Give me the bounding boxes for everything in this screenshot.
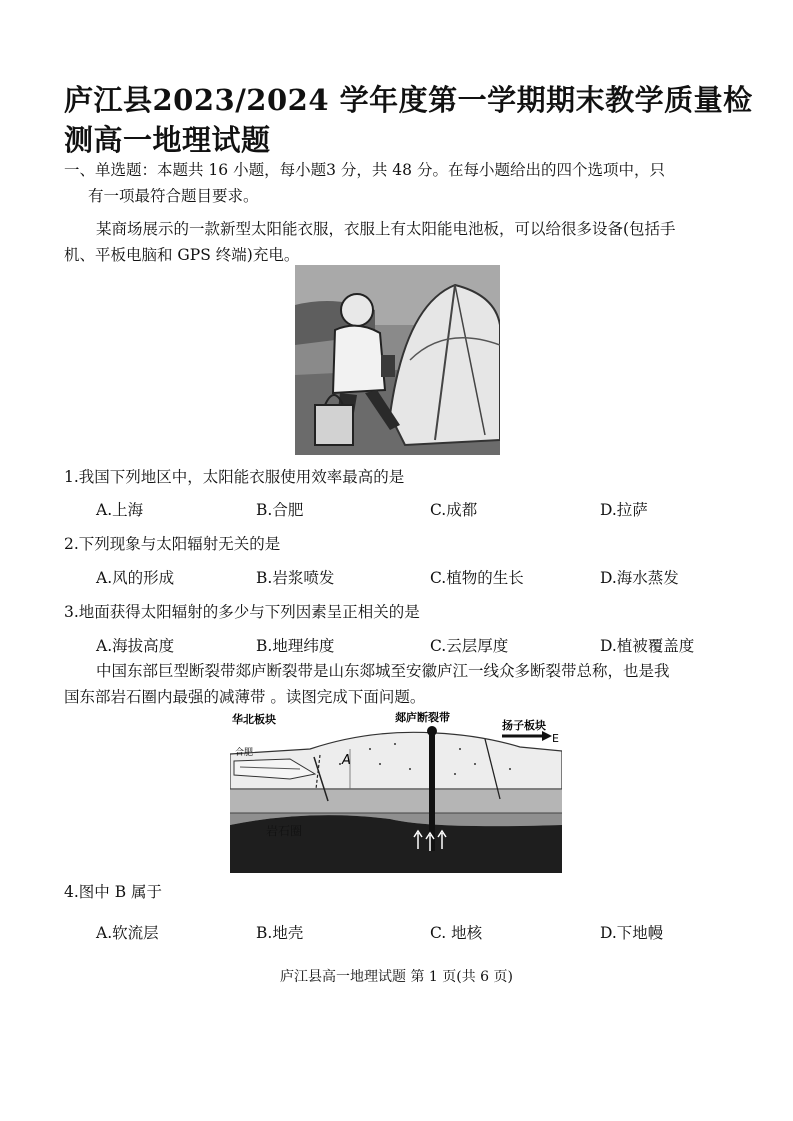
material-intro-1 (64, 216, 732, 268)
label-huabei-plate: 华北板块 (232, 713, 276, 726)
solar-clothing-photo (295, 265, 500, 455)
q3-option-a[interactable]: A.海拔高度 (96, 637, 175, 655)
question-2-stem: 2.下列现象与太阳辐射无关的是 (64, 535, 281, 553)
label-east: E (552, 732, 559, 745)
question-3-stem: 3.地面获得太阳辐射的多少与下列因素呈正相关的是 (64, 603, 420, 621)
intro1-line-1: 某商场展示的一款新型太阳能衣服，衣服上有太阳能电池板，可以给很多设备(包括手 (96, 220, 676, 238)
q3-option-b[interactable]: B.地理纬度 (256, 637, 335, 655)
q4-option-d[interactable]: D.下地幔 (600, 924, 664, 942)
q1-option-b[interactable]: B.合肥 (256, 501, 304, 519)
intro1-line-2: 机、平板电脑和 GPS 终端)充电。 (64, 246, 300, 264)
label-hefei: 合肥 (235, 748, 254, 758)
exam-title (64, 80, 753, 160)
page-footer: 庐江县高一地理试题 第 1 页(共 6 页) (280, 969, 513, 985)
label-lithosphere: 岩石圈 (266, 824, 303, 838)
q3-option-c[interactable]: C.云层厚度 (430, 637, 509, 655)
q1-option-d[interactable]: D.拉萨 (600, 501, 648, 519)
question-4-stem: 4.图中 B 属于 (64, 883, 163, 901)
q4-option-a[interactable]: A.软流层 (96, 924, 159, 942)
q1-option-c[interactable]: C.成都 (430, 501, 478, 519)
material-intro-2 (64, 658, 732, 710)
intro2-line-2: 国东部岩石圈内最强的减薄带 。读图完成下面问题。 (64, 688, 426, 706)
q2-option-c[interactable]: C.植物的生长 (430, 569, 524, 587)
section-instructions (64, 157, 732, 209)
q2-option-d[interactable]: D.海水蒸发 (600, 569, 679, 587)
instructions-line-1: 一、单选题：本题共 16 小题，每小题3 分，共 48 分。在每小题给出的四个选项中，只 (64, 161, 665, 179)
instructions-line-2: 有一项最符合题目要求。 (88, 187, 259, 205)
question-1-stem: 1.我国下列地区中，太阳能衣服使用效率最高的是 (64, 468, 405, 486)
q2-option-b[interactable]: B.岩浆喷发 (256, 569, 335, 587)
q1-option-a[interactable]: A.上海 (96, 501, 144, 519)
label-a: A (342, 753, 351, 768)
label-yangzi-plate: 扬子板块 (502, 719, 546, 732)
intro2-line-1: 中国东部巨型断裂带郯庐断裂带是山东郯城至安徽庐江一线众多断裂带总称，也是我 (96, 662, 670, 680)
title-line-1: 庐江县2023/2024 学年度第一学期期末教学质量检 (64, 83, 753, 117)
label-tanlu-fault: 郯庐断裂带 (395, 711, 450, 724)
q3-option-d[interactable]: D.植被覆盖度 (600, 637, 695, 655)
fault-cross-section (230, 709, 562, 873)
photo-illustration (295, 265, 500, 455)
q4-option-c[interactable]: C. 地核 (430, 924, 483, 942)
tanlu-fault-diagram (230, 709, 562, 873)
q2-option-a[interactable]: A.风的形成 (96, 569, 175, 587)
q4-option-b[interactable]: B.地壳 (256, 924, 304, 942)
title-line-2: 测高一地理试题 (64, 123, 271, 157)
